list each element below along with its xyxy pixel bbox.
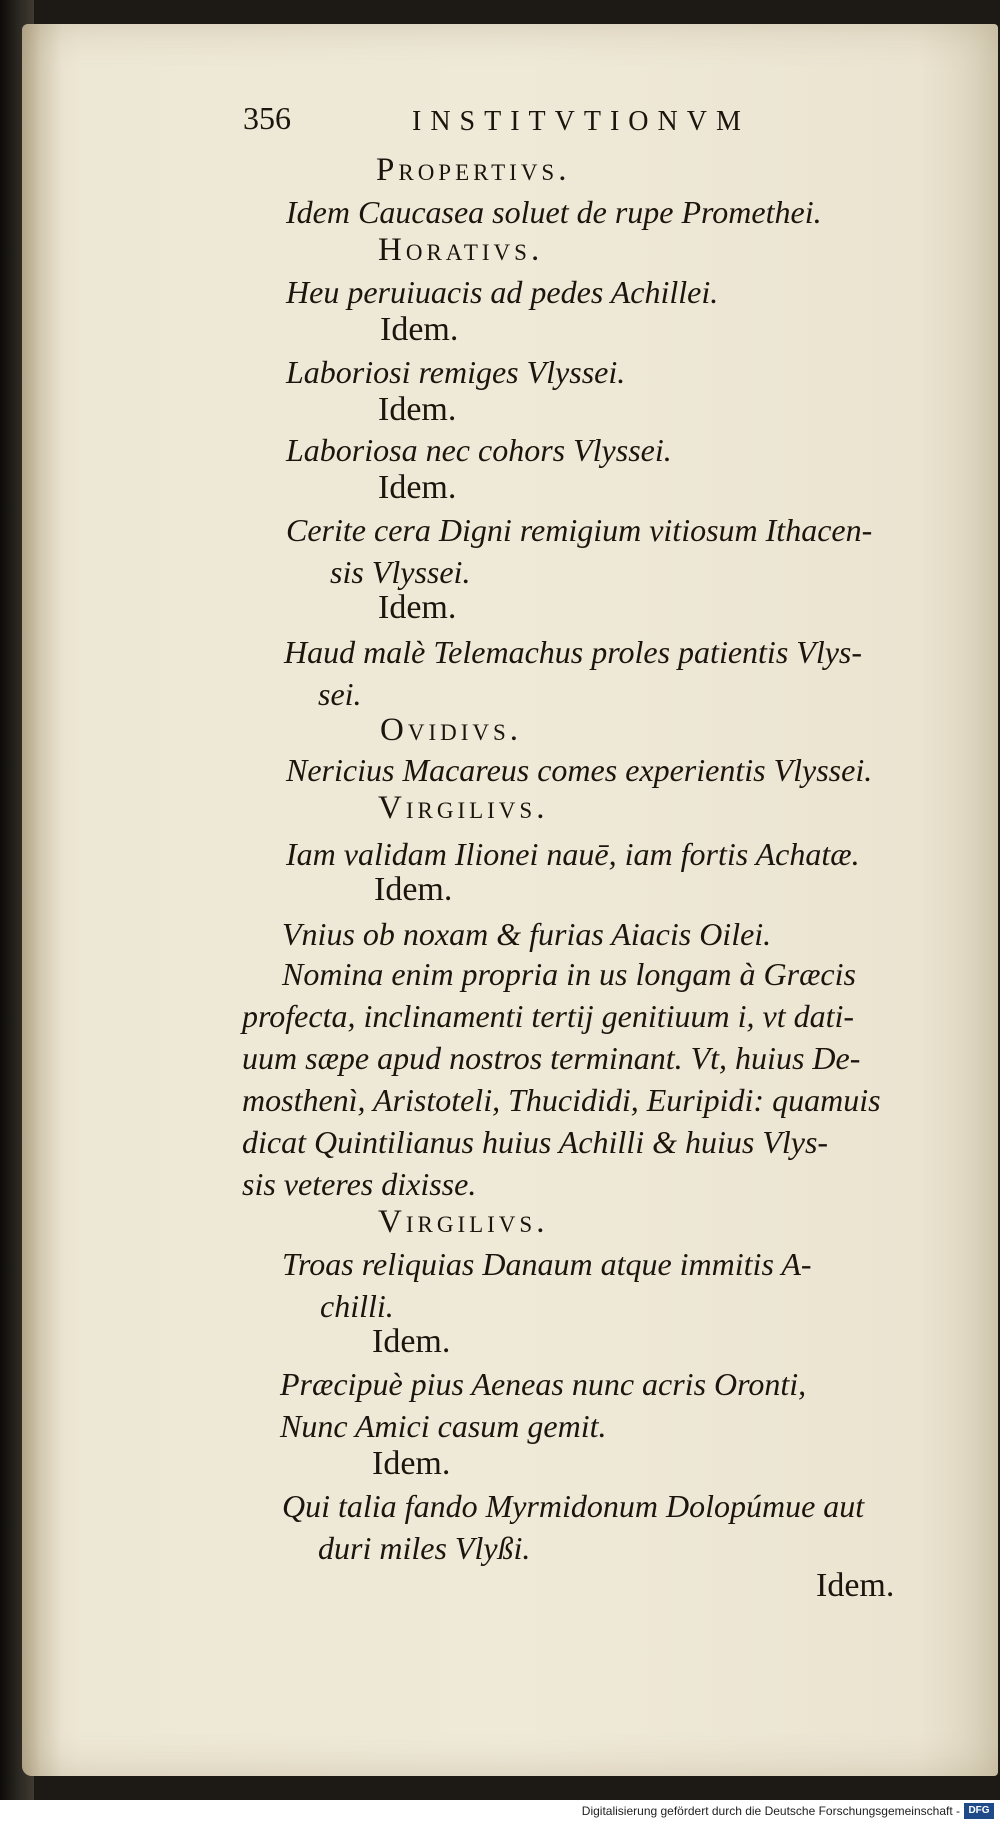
verse-line: Nericius Macareus comes experientis Vlyssei. [286, 752, 873, 788]
idem-heading: Idem. [372, 1445, 451, 1482]
poet-heading: Virgilivs. [378, 790, 549, 826]
page-number: 356 [243, 100, 291, 136]
prose-line: dicat Quintilianus huius Achilli & huius Vlys- [242, 1124, 829, 1160]
digitization-footer [0, 1800, 1000, 1822]
prose-line: profecta, inclinamenti tertij genitiuum i, vt dati- [242, 998, 855, 1034]
verse-line: Iam validam Ilionei nauē, iam fortis Achatæ. [286, 836, 860, 872]
verse-line: Laboriosi remiges Vlyssei. [286, 354, 626, 390]
verse-line: Qui talia fando Myrmidonum Dolopúmue aut [282, 1488, 865, 1524]
prose-line: Nomina enim propria in us longam à Græcis [282, 956, 856, 992]
verse-line: Idem Caucasea soluet de rupe Promethei. [286, 194, 822, 230]
poet-heading: Virgilivs. [378, 1204, 549, 1240]
poet-heading: Ovidivs. [380, 712, 523, 748]
poet-heading: Horativs. [378, 232, 544, 268]
verse-line: Haud malè Telemachus proles patientis Vlys- [284, 634, 863, 670]
prose-line: uum sæpe apud nostros terminant. Vt, huius De- [242, 1040, 861, 1076]
idem-heading: Idem. [374, 871, 453, 908]
idem-heading: Idem. [378, 589, 457, 626]
verse-line: Nunc Amici casum gemit. [280, 1408, 607, 1444]
verse-line: Laboriosa nec cohors Vlyssei. [286, 432, 672, 468]
running-title: INSTITVTIONVM [412, 106, 750, 137]
verse-line: sei. [318, 676, 362, 712]
page-edge-wear [22, 24, 62, 1776]
idem-heading: Idem. [378, 469, 457, 506]
idem-heading: Idem. [378, 391, 457, 428]
verse-line: Cerite cera Digni remigium vitiosum Ithacen- [286, 512, 873, 548]
verse-line: Vnius ob noxam & furias Aiacis Oilei. [282, 916, 772, 952]
idem-heading: Idem. [380, 311, 459, 348]
verse-line: duri miles Vlyßi. [318, 1530, 531, 1566]
dfg-logo-icon: DFG [964, 1803, 994, 1819]
prose-line: mosthenì, Aristoteli, Thucididi, Euripidi: quamuis [242, 1082, 881, 1118]
poet-heading: Propertivs. [376, 152, 571, 188]
idem-catchword: Idem. [816, 1567, 895, 1604]
idem-heading: Idem. [372, 1323, 451, 1360]
verse-line: Heu peruiuacis ad pedes Achillei. [286, 274, 719, 310]
verse-line: chilli. [320, 1288, 394, 1324]
verse-line: sis Vlyssei. [330, 554, 471, 590]
verse-line: Troas reliquias Danaum atque immitis A- [282, 1246, 812, 1282]
footer-credit-text: Digitalisierung gefördert durch die Deutsche Forschungsgemeinschaft - [581, 1804, 960, 1818]
prose-line: sis veteres dixisse. [242, 1166, 477, 1202]
verse-line: Præcipuè pius Aeneas nunc acris Oronti, [280, 1366, 807, 1402]
